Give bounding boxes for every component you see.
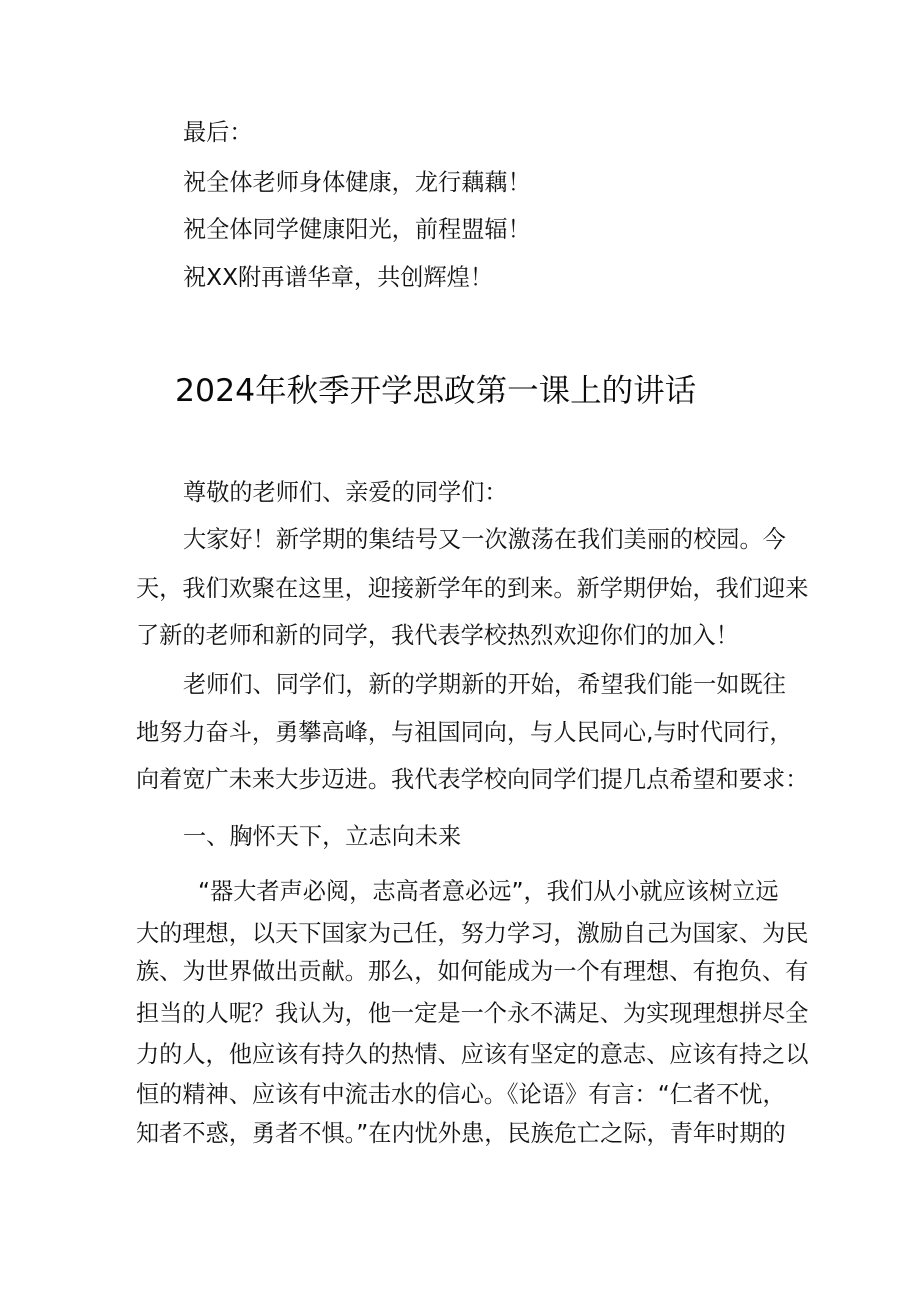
closing-wish-students: 祝全体同学健康阳光，前程盟辐！: [183, 216, 531, 243]
paragraph-line: 天，我们欢聚在这里，迎接新学年的到来。新学期伊始，我们迎来: [136, 575, 809, 602]
paragraph-line: 老师们、同学们，新的学期新的开始，希望我们能一如既往: [183, 671, 786, 698]
section-heading: 一、胸怀天下，立志向未来: [183, 823, 462, 850]
paragraph-line: 族、为世界做出贡献。那么，如何能成为一个有理想、有抱负、有: [136, 958, 809, 985]
article-title: 2024年秋季开学思政第一课上的讲话: [175, 373, 697, 409]
paragraph-line: 大的理想，以天下国家为己任，努力学习，激励自己为国家、为民: [136, 920, 809, 947]
paragraph-line: 向着宽广未来大步迈进。我代表学校向同学们提几点希望和要求：: [136, 766, 809, 793]
closing-heading: 最后：: [183, 119, 253, 146]
paragraph-line: “器大者声必阅，志高者意必远”，我们从小就应该树立远: [198, 878, 779, 905]
paragraph-line: 大家好！新学期的集结号又一次激荡在我们美丽的校园。今: [183, 526, 786, 553]
paragraph-line: 恒的精神、应该有中流击水的信心。《论语》有言：“仁者不忧，: [136, 1081, 786, 1108]
paragraph-line: 担当的人呢？我认为，他一定是一个永不满足、为实现理想拼尽全: [136, 1000, 809, 1027]
paragraph-line: 了新的老师和新的同学，我代表学校热烈欢迎你们的加入！: [136, 622, 739, 649]
paragraph-line: 知者不惑，勇者不惧。”在内忧外患，民族危亡之际，青年时期的: [136, 1120, 786, 1147]
paragraph-line: 地努力奋斗，勇攀高峰，与祖国同向，与人民同心,与时代同行，: [136, 719, 793, 746]
closing-wish-teachers: 祝全体老师身体健康，龙行藕藕！: [183, 169, 531, 196]
paragraph-line: 力的人，他应该有持久的热情、应该有坚定的意志、应该有持之以: [136, 1041, 809, 1068]
salutation: 尊敬的老师们、亲爱的同学们：: [183, 479, 508, 506]
closing-wish-school: 祝XX附再谱华章，共创辉煌！: [183, 264, 494, 291]
